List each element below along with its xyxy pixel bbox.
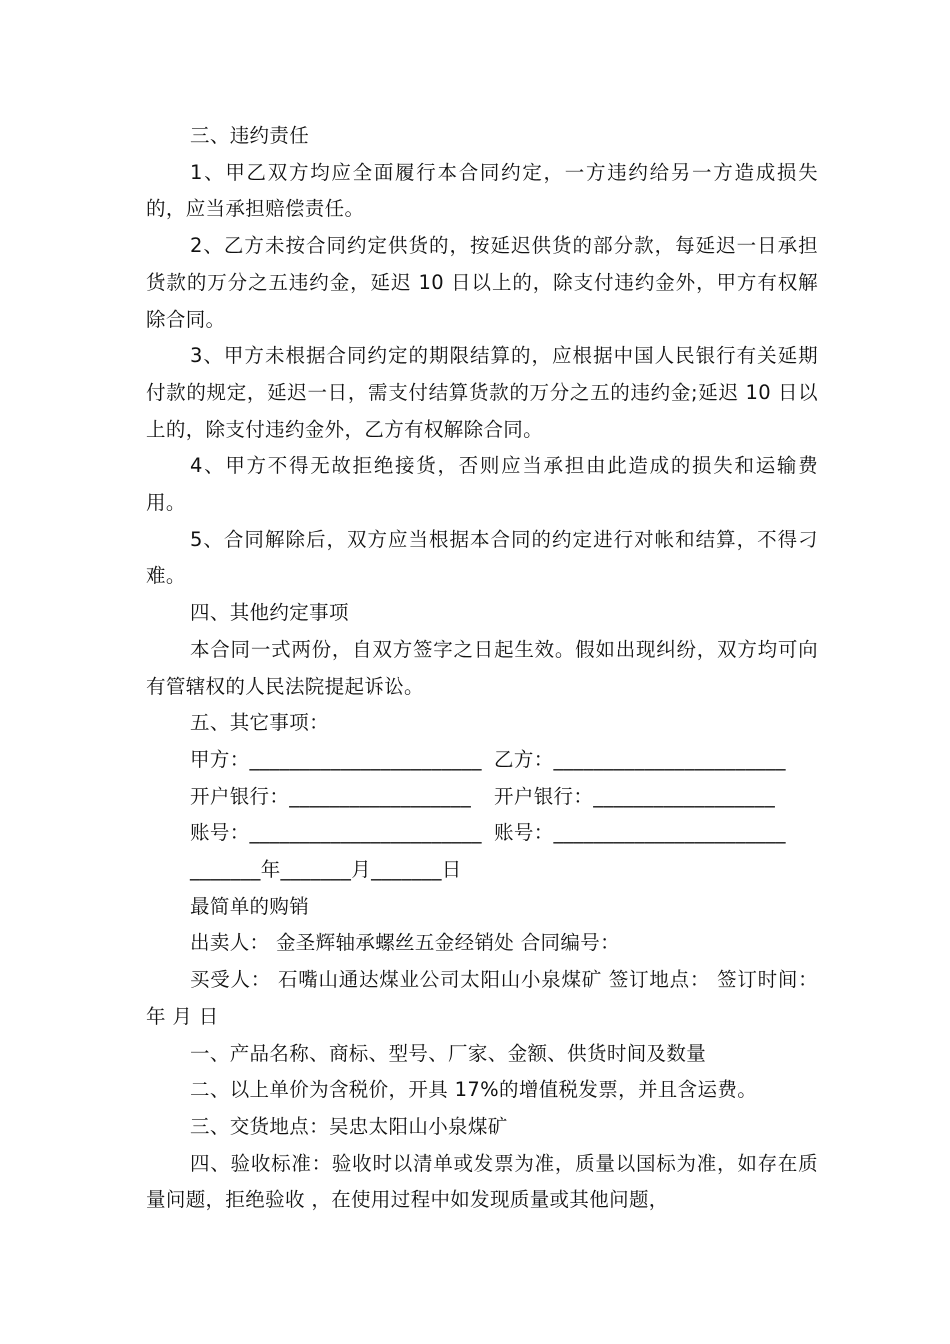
- signature-row-account: [146, 815, 818, 852]
- clause-3: 3、甲方未根据合同约定的期限结算的，应根据中国人民银行有关延期付款的规定，延迟一日，需支付结算货款的万分之五的违约金;延迟 10 日以上的，除支付违约金外，乙方有权解除合同。: [146, 344, 818, 441]
- section-heading-breach: 三、违约责任: [190, 124, 310, 147]
- seller-line: 出卖人： 金圣辉轴承螺丝五金经销处 合同编号：: [190, 931, 620, 955]
- signature-row-bank: [146, 779, 818, 816]
- clause-copies: 本合同一式两份，自双方签字之日起生效。假如出现纠纷，双方均可向有管辖权的人民法院提起诉讼。: [146, 637, 818, 698]
- item-3-delivery: 三、交货地点：吴忠太阳山小泉煤矿: [190, 1114, 508, 1138]
- item-4-acceptance: 四、验收标准：验收时以清单或发票为准，质量以国标为准，如存在质量问题，拒绝验收 ，在使用过程中如发现质量或其他问题，: [146, 1151, 818, 1212]
- clause-2: 2、乙方未按合同约定供货的，按延迟供货的部分款，每延迟一日承担货款的万分之五违约金，延迟 10 日以上的，除支付违约金外，甲方有权解除合同。: [146, 234, 818, 331]
- signature-date-line: _______年_______月_______日: [190, 858, 462, 882]
- section-heading-misc: 五、其它事项：: [190, 711, 329, 735]
- account-b-line: 账号：_______________________: [494, 821, 786, 845]
- account-a-line: 账号：_______________________: [190, 821, 482, 845]
- bank-b-line: 开户银行：__________________: [494, 784, 776, 808]
- buyer-line: 买受人： 石嘴山通达煤业公司太阳山小泉煤矿 签订地点： 签订时间： 年 月 日: [146, 968, 818, 1028]
- clause-5: 5、合同解除后，双方应当根据本合同的约定进行对帐和结算，不得刁难。: [146, 527, 818, 588]
- item-1-products: 一、产品名称、商标、型号、厂家、金额、供货时间及数量: [190, 1041, 707, 1065]
- item-2-price: 二、以上单价为含税价，开具 17%的增值税发票，并且含运费。: [190, 1078, 758, 1102]
- party-b-line: 乙方：_______________________: [494, 747, 786, 771]
- section-heading-other: 四、其他约定事项: [190, 601, 349, 625]
- second-contract-title: 最简单的购销: [190, 894, 310, 918]
- signature-row-party: [146, 742, 818, 779]
- clause-1: 1、甲乙双方均应全面履行本合同约定，一方违约给另一方造成损失的，应当承担赔偿责任。: [146, 160, 818, 221]
- document-body: [146, 118, 818, 1219]
- clause-4: 4、甲方不得无故拒绝接货，否则应当承担由此造成的损失和运输费用。: [146, 454, 818, 515]
- bank-a-line: 开户银行：__________________: [190, 784, 472, 808]
- party-a-line: 甲方：_______________________: [190, 747, 482, 771]
